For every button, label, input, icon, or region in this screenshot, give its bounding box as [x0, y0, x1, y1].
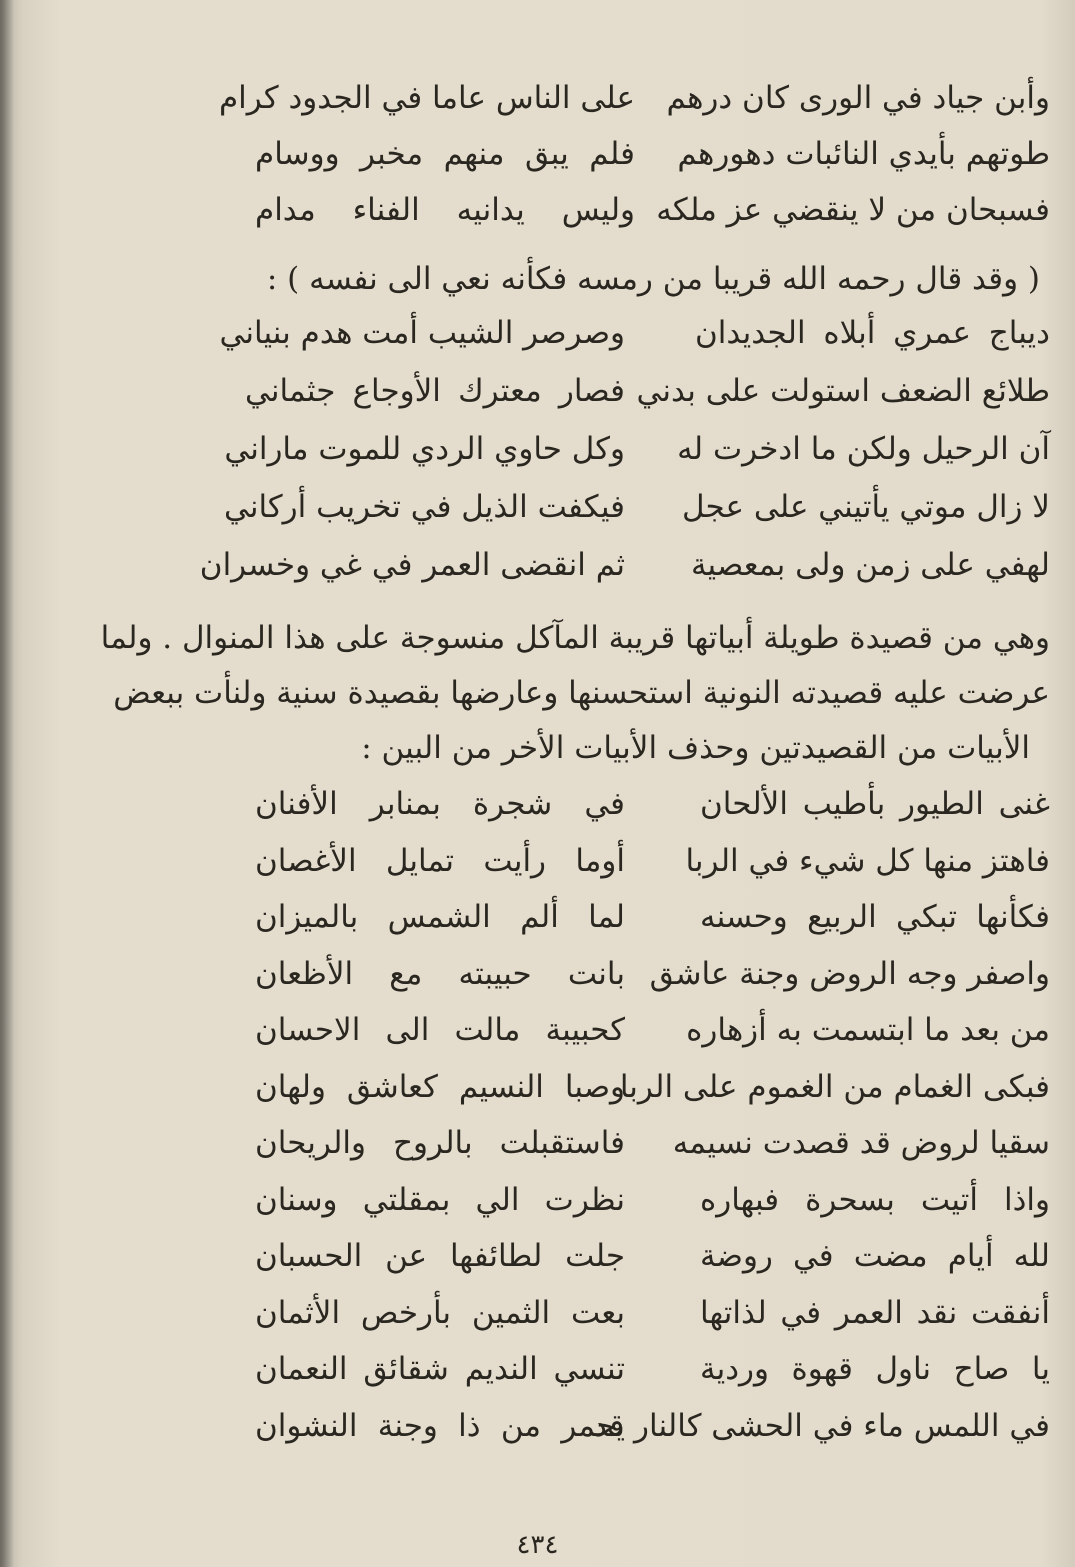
verse-line: [150, 1125, 1050, 1182]
prose-line: وهي من قصيدة طويلة أبياتها قريبة المآكل منسوجة على هذا المنوال . ولما: [100, 620, 1050, 656]
verse-line: [150, 547, 1050, 605]
verse-line: [150, 373, 1050, 431]
page-number: ٤٣٤: [516, 1530, 559, 1560]
verse-line: [150, 1182, 1050, 1239]
verse-second-hemistich: بعت الثمين بأرخص الأثمان: [255, 1294, 625, 1331]
verse-first-hemistich: لله أيام مضت في روضة: [700, 1238, 1050, 1274]
verse-first-hemistich: في اللمس ماء في الحشى كالنار قد: [593, 1407, 1050, 1444]
verse-second-hemistich: لما ألم الشمس بالميزان: [255, 899, 625, 935]
verse-line: [150, 899, 1050, 956]
verse-second-hemistich: يحمر من ذا وجنة النشوان: [255, 1407, 625, 1444]
verse-first-hemistich: آن الرحيل ولكن ما ادخرت له: [677, 431, 1050, 467]
verse-line: [150, 1295, 1050, 1352]
verse-first-hemistich: فبكى الغمام من الغموم على الربا: [619, 1068, 1050, 1105]
verse-second-hemistich: تنسي النديم شقائق النعمان: [255, 1351, 625, 1387]
page-text: [100, 80, 1050, 1464]
verse-second-hemistich: وصرصر الشيب أمت هدم بنياني: [219, 315, 625, 351]
verse-second-hemistich: وكل حاوي الردي للموت ماراني: [224, 431, 625, 467]
verse-line: [150, 1408, 1050, 1465]
verse-line: [150, 843, 1050, 900]
verse-line: [150, 192, 1050, 248]
verse-second-hemistich: بانت حبيبته مع الأظعان: [255, 955, 625, 992]
verse-line: [150, 786, 1050, 843]
verse-first-hemistich: طوتهم بأيدي النائبات دهورهم: [677, 136, 1050, 172]
prose-line: عرضت عليه قصيدته النونية استحسنها وعارضها بقصيدة سنية ولنأت ببعض: [113, 675, 1050, 711]
verse-line: [150, 1238, 1050, 1295]
verse-second-hemistich: فصار معترك الأوجاع جثماني: [245, 373, 625, 409]
intro-note: ( وقد قال رحمه الله قريبا من رمسه فكأنه نعي الى نفسه ) :: [266, 261, 1040, 297]
verse-line: [150, 80, 1050, 136]
verse-second-hemistich: فيكفت الذيل في تخريب أركاني: [224, 489, 625, 525]
verse-second-hemistich: فلم يبق منهم مخبر ووسام: [255, 136, 635, 172]
verse-second-hemistich: نظرت الي بمقلتي وسنان: [255, 1181, 625, 1218]
verse-second-hemistich: أوما رأيت تمايل الأغصان: [255, 842, 625, 879]
verse-second-hemistich: وصبا النسيم كعاشق ولهان: [255, 1068, 625, 1105]
verse-first-hemistich: يا صاح ناول قهوة وردية: [700, 1351, 1050, 1387]
poem-stanza-2: [150, 315, 1050, 605]
verse-second-hemistich: وليس يدانيه الفناء مدام: [255, 192, 635, 228]
verse-first-hemistich: غنى الطيور بأطيب الألحان: [700, 786, 1050, 822]
verse-first-hemistich: فاهتز منها كل شيء في الربا: [685, 842, 1050, 879]
verse-first-hemistich: من بعد ما ابتسمت به أزهاره: [686, 1012, 1050, 1048]
prose-line: الأبيات من القصيدتين وحذف الأبيات الأخر من البين :: [361, 730, 1030, 766]
poem-stanza-3: [150, 786, 1050, 1464]
verse-line: [150, 1012, 1050, 1069]
verse-second-hemistich: فاستقبلت بالروح والريحان: [255, 1125, 625, 1161]
verse-second-hemistich: كحبيبة مالت الى الاحسان: [255, 1012, 625, 1048]
verse-first-hemistich: وأبن جياد في الورى كان درهم: [666, 80, 1050, 116]
verse-line: [150, 315, 1050, 373]
verse-first-hemistich: أنفقت نقد العمر في لذاتها: [700, 1294, 1050, 1331]
verse-second-hemistich: في شجرة بمنابر الأفنان: [255, 786, 625, 822]
verse-first-hemistich: فكأنها تبكي الربيع وحسنه: [700, 899, 1050, 935]
poem-stanza-1: [150, 80, 1050, 248]
verse-first-hemistich: طلائع الضعف استولت على بدني: [636, 373, 1050, 409]
verse-second-hemistich: جلت لطائفها عن الحسبان: [255, 1238, 625, 1274]
verse-line: [150, 1351, 1050, 1408]
prose-paragraph: [100, 611, 1050, 776]
verse-first-hemistich: فسبحان من لا ينقضي عز ملكه: [656, 192, 1050, 228]
verse-first-hemistich: سقيا لروض قد قصدت نسيمه: [672, 1125, 1050, 1161]
verse-second-hemistich: على الناس عاما في الجدود كرام: [218, 80, 635, 116]
binding-shadow: [0, 0, 14, 1567]
verse-first-hemistich: لا زال موتي يأتيني على عجل: [682, 489, 1050, 525]
verse-line: [150, 956, 1050, 1013]
verse-line: [150, 136, 1050, 192]
verse-line: [150, 489, 1050, 547]
verse-first-hemistich: واصفر وجه الروض وجنة عاشق: [649, 955, 1050, 992]
verse-first-hemistich: ديباج عمري أبلاه الجديدان: [695, 315, 1050, 351]
verse-line: [150, 1069, 1050, 1126]
verse-first-hemistich: لهفي على زمن ولى بمعصية: [690, 547, 1050, 583]
verse-first-hemistich: واذا أتيت بسحرة فبهاره: [700, 1181, 1050, 1218]
verse-line: [150, 431, 1050, 489]
verse-second-hemistich: ثم انقضى العمر في غي وخسران: [199, 547, 625, 583]
